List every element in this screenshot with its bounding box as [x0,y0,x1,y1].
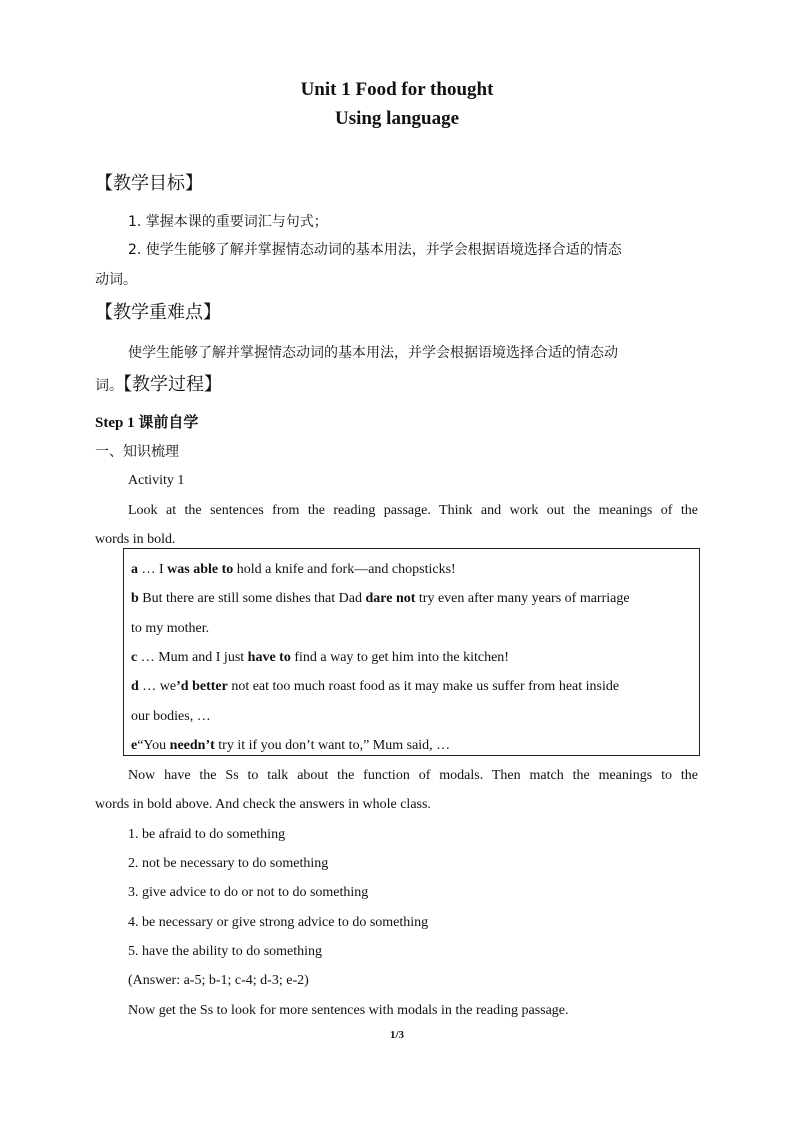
sentence-text: But there are still some dishes that Dad [138,591,366,606]
sentence-text: … Mum and I just [137,650,248,665]
sentence-text: … we [138,679,177,694]
match-instruction: Now have the Ss to talk about the function of modals. Then match the meanings to the [128,768,698,783]
sentence-text: find a way to get him into the kitchen! [290,650,509,665]
sentence-a [131,562,456,578]
activity-label: Activity 1 [128,473,185,488]
activity-instruction: Look at the sentences from the reading passage. Think and work out the meanings of the [128,503,698,518]
sentence-d [131,679,619,695]
sentence-text: hold a knife and fork—and chopsticks! [233,562,456,577]
meaning-5: 5. have the ability to do something [128,944,323,959]
objectives-heading: 【教学目标】 [95,173,203,194]
sentence-e [131,738,450,754]
sentence-letter: b [131,591,139,606]
bold-modal: needn’t [169,738,215,753]
step1-heading: Step 1 课前自学 [95,415,199,431]
keypoints-line-2 [95,370,222,396]
keypoints-heading: 【教学重难点】 [95,302,221,323]
sentence-letter: a [131,562,138,577]
meaning-1: 1. be afraid to do something [128,827,286,842]
sentence-b [131,591,630,607]
doc-subtitle: Using language [334,108,460,129]
meaning-3: 3. give advice to do or not to do something [128,885,369,900]
doc-title: Unit 1 Food for thought [300,79,494,100]
objective-item-2: 2. 使学生能够了解并掌握情态动词的基本用法，并学会根据语境选择合适的情态 [128,242,622,258]
sentence-text: “You [137,738,170,753]
sentence-letter: e [131,738,138,753]
keypoints-line-1: 使学生能够了解并掌握情态动词的基本用法，并学会根据语境选择合适的情态动 [128,345,618,361]
sentence-text: try it if you don’t want to,” Mum said, … [214,738,451,753]
objective-item-1: 1. 掌握本课的重要词汇与句式； [128,214,328,230]
follow-up-instruction: Now get the Ss to look for more sentences with modals in the reading passage. [128,1003,569,1018]
answer-key: (Answer: a-5; b-1; c-4; d-3; e-2) [128,973,309,988]
match-instruction-cont: words in bold above. And check the answers in whole class. [95,797,431,812]
bold-modal: was able to [167,562,234,577]
sentence-c [131,650,509,666]
sentence-letter: d [131,679,139,694]
objective-item-2-cont: 动词。 [95,272,137,288]
sentence-letter: c [131,650,138,665]
process-heading: 【教学过程】 [123,374,222,395]
sentence-b-cont: to my mother. [131,621,210,636]
sentence-text: try even after many years of marriage [415,591,630,606]
bold-modal: dare not [365,591,416,606]
bold-modal: ’d better [176,679,228,694]
meaning-2: 2. not be necessary to do something [128,856,329,871]
activity-instruction-cont: words in bold. [95,532,176,547]
bold-modal: have to [247,650,291,665]
step1-subheading: 一、知识梳理 [95,444,179,460]
sentence-text: … I [138,562,168,577]
meaning-4: 4. be necessary or give strong advice to do something [128,915,429,930]
sentence-d-cont: our bodies, … [131,709,211,724]
keypoints-text: 词。 [95,378,123,394]
sentence-text: not eat too much roast food as it may make us suffer from heat inside [227,679,620,694]
page-number: 1/3 [389,1029,405,1041]
